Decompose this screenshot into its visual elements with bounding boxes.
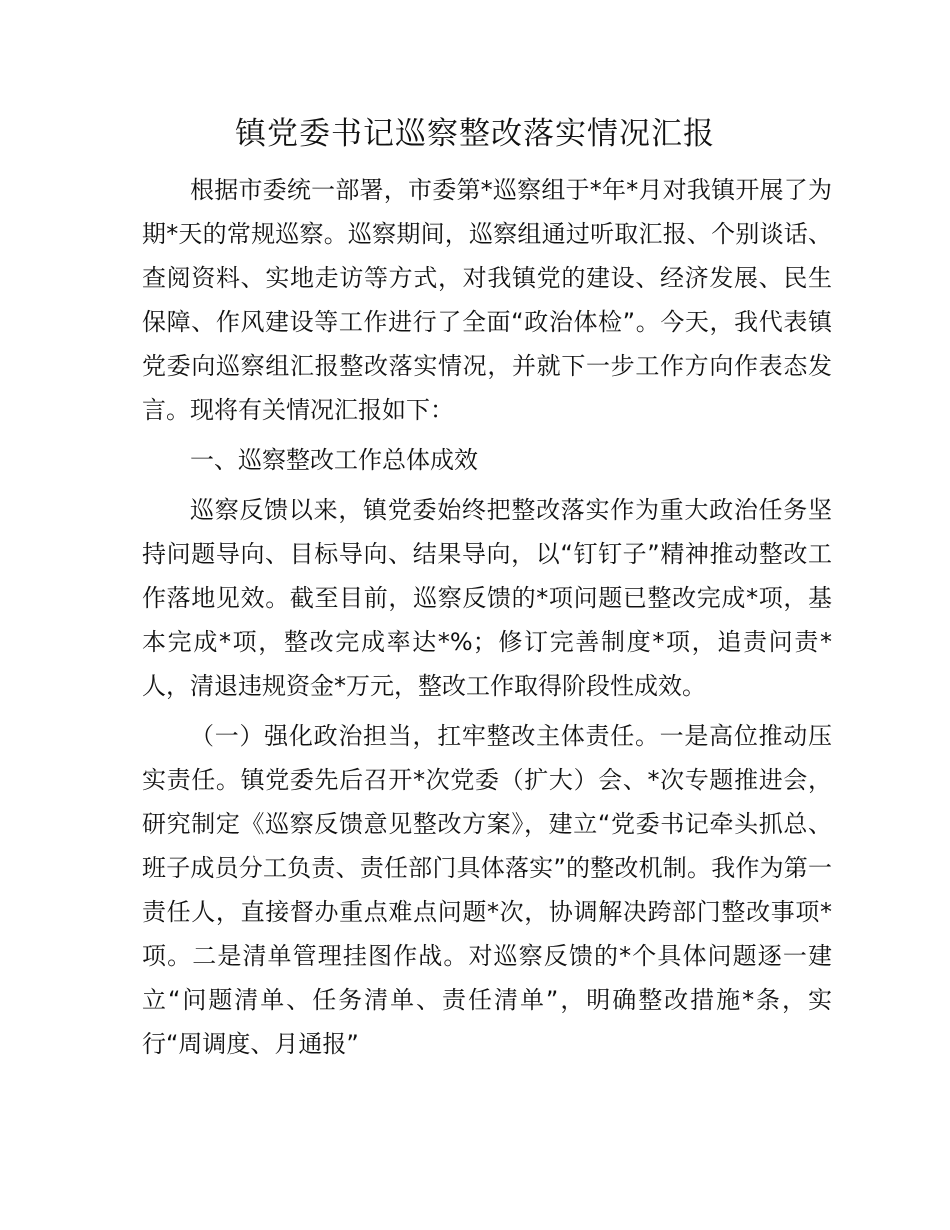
- intro-paragraph: 根据市委统一部署，市委第*巡察组于*年*月对我镇开展了为期*天的常规巡察。巡察期间，巡察组通过听取汇报、个别谈话、查阅资料、实地走访等方式，对我镇党的建设、经济发展、民生保障、作风建设等工作进行了全面“政治体检”。今天，我代表镇党委向巡察组汇报整改落实情况，并就下一步工作方向作表态发言。现将有关情况汇报如下：: [142, 176, 832, 424]
- section-paragraph: 巡察反馈以来，镇党委始终把整改落实作为重大政治任务坚持问题导向、目标导向、结果导向，以“钉钉子”精神推动整改工作落地见效。截至目前，巡察反馈的*项问题已整改完成*项，基本完成*项，整改完成率达*%；修订完善制度*项，追责问责*人，清退违规资金*万元，整改工作取得阶段性成效。: [142, 496, 832, 700]
- subsection-paragraph: （一）强化政治担当，扛牢整改主体责任。一是高位推动压实责任。镇党委先后召开*次党委（扩大）会、*次专题推进会，研究制定《巡察反馈意见整改方案》，建立“党委书记牵头抓总、班子成员分工负责、责任部门具体落实”的整改机制。我作为第一责任人，直接督办重点难点问题*次，协调解决跨部门整改事项*项。二是清单管理挂图作战。对巡察反馈的*个具体问题逐一建立“问题清单、任务清单、责任清单”，明确整改措施*条，实行“周调度、月通报”: [142, 722, 832, 1058]
- document-title: 镇党委书记巡察整改落实情况汇报: [235, 116, 715, 152]
- section-heading: 一、巡察整改工作总体成效: [190, 446, 478, 474]
- document-body: [142, 168, 832, 1066]
